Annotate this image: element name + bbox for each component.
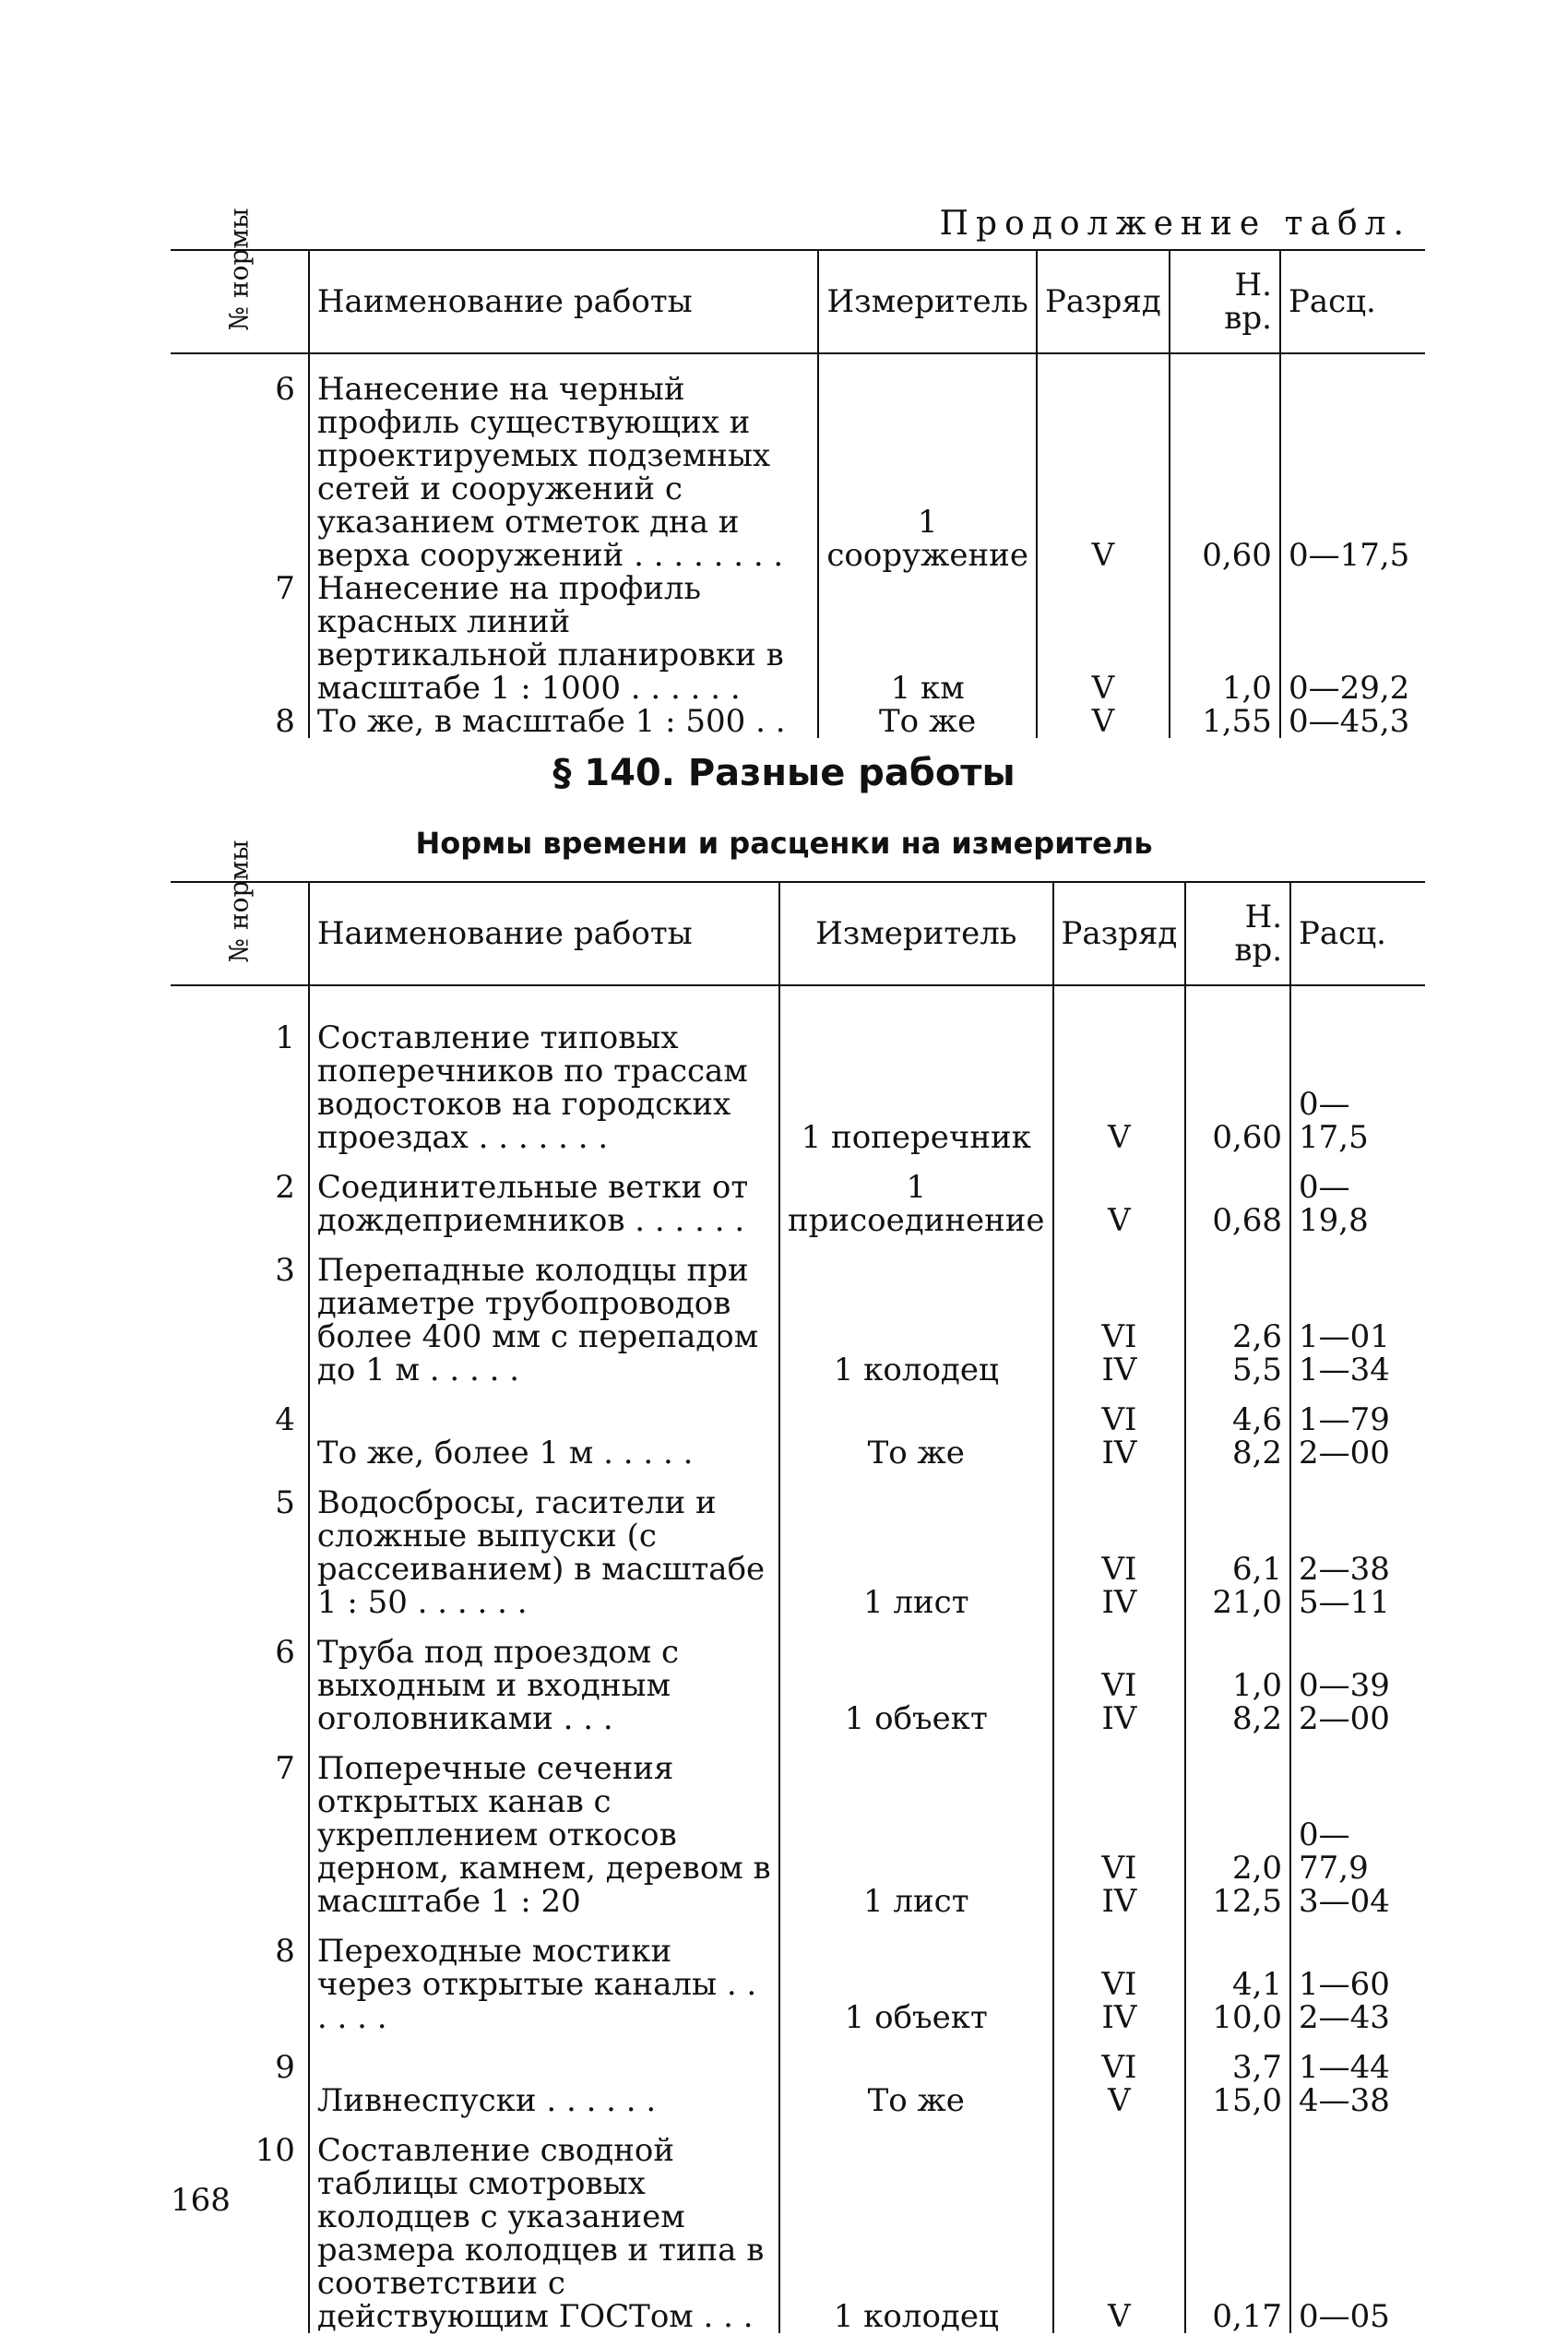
table-row (171, 2117, 1425, 2333)
header-measure: Измеритель (818, 250, 1037, 353)
measure-unit: То же (779, 2034, 1053, 2117)
time-norm: 4,6 8,2 (1185, 1387, 1290, 1470)
rate: 1—01 1—34 (1299, 1318, 1390, 1388)
measure-unit: 1 колодец (779, 2117, 1053, 2333)
rate: 0—17,5 (1299, 1086, 1369, 1156)
grade: VI IV (1053, 1619, 1186, 1735)
row-number: 8 (171, 1918, 309, 2034)
table-row (171, 1237, 1425, 1387)
header-grade: Разряд (1037, 250, 1170, 353)
measure-unit: 1 объект (779, 1918, 1053, 2034)
measure-unit: 1 колодец (779, 1237, 1053, 1387)
spacer-row (171, 353, 1425, 373)
rate: 0—19,8 (1299, 1169, 1369, 1239)
work-name: Нанесение на черный профиль существующих и проектируемых подземных сетей и сооружений с указанием отметок дна и верха сооружений . . . . . . . . (309, 373, 818, 572)
grade: VI IV (1053, 1387, 1186, 1470)
row-number: 9 (171, 2034, 309, 2117)
time-norm: 2,0 12,5 (1185, 1735, 1290, 1918)
work-name: Нанесение на профиль красных линий вертикальной планировки в масштабе 1 : 1000 . . . . . . (309, 572, 818, 705)
measure-unit: То же (818, 705, 1037, 738)
time-norm: 1,55 (1170, 705, 1280, 738)
work-name: Составление сводной таблицы смотровых колодцев с указанием размера колодцев и типа в соответствии с действующим ГОСТом . . . (309, 2117, 779, 2333)
grade: V (1037, 373, 1170, 572)
grade: V (1053, 2117, 1186, 2333)
work-name: Труба под проездом с выходным и входным оголовниками . . . (309, 1619, 779, 1735)
measure-unit: 1 лист (779, 1470, 1053, 1619)
header-name: Наименование работы (309, 250, 818, 353)
header-name: Наименование работы (309, 882, 779, 985)
time-norm: 6,1 21,0 (1185, 1470, 1290, 1619)
row-number: 4 (171, 1387, 309, 1470)
row-number: 6 (171, 373, 309, 572)
time-norm: 2,6 5,5 (1185, 1237, 1290, 1387)
rate: 0—05 (1299, 2298, 1390, 2335)
table-row (171, 1619, 1425, 1735)
table-header (171, 250, 1425, 353)
time-norm: 1,0 8,2 (1185, 1619, 1290, 1735)
grade: V (1053, 1005, 1186, 1154)
grade: VI IV (1053, 1470, 1186, 1619)
table-row (171, 1470, 1425, 1619)
time-norm: 0,60 (1170, 373, 1280, 572)
work-name: То же, более 1 м . . . . . (309, 1387, 779, 1470)
measure-unit: 1 объект (779, 1619, 1053, 1735)
section-subtitle: Нормы времени и расценки на измеритель (415, 826, 1153, 861)
row-number: 3 (171, 1237, 309, 1387)
grade: V (1053, 1154, 1186, 1237)
measure-unit: То же (779, 1387, 1053, 1470)
work-name: То же, в масштабе 1 : 500 . . (309, 705, 818, 738)
table-row (171, 2034, 1425, 2117)
header-measure: Измеритель (779, 882, 1053, 985)
page-number: 168 (171, 2182, 231, 2219)
row-number: 7 (171, 572, 309, 705)
rate: 0—17,5 (1288, 537, 1410, 574)
measure-unit: 1 лист (779, 1735, 1053, 1918)
rate: 0—77,9 3—04 (1299, 1817, 1390, 1920)
table-row (171, 1918, 1425, 2034)
grade: VI V (1053, 2034, 1186, 2117)
table-row (171, 373, 1425, 572)
time-norm: 3,7 15,0 (1185, 2034, 1290, 2117)
row-number: 6 (171, 1619, 309, 1735)
grade: V (1037, 705, 1170, 738)
rate: 0—29,2 (1288, 670, 1410, 707)
row-number: 5 (171, 1470, 309, 1619)
time-norm: 0,60 (1185, 1005, 1290, 1154)
table-row (171, 1005, 1425, 1154)
grade: VI IV (1053, 1237, 1186, 1387)
work-name: Составление типовых поперечников по трассам водостоков на городских проездах . . . . . . . (309, 1005, 779, 1154)
table-row (171, 572, 1425, 705)
rate: 1—44 4—38 (1299, 2049, 1390, 2119)
row-number: 8 (171, 705, 309, 738)
work-name: Перепадные колодцы при диаметре трубопроводов более 400 мм с перепадом до 1 м . . . . . (309, 1237, 779, 1387)
rate: 2—38 5—11 (1299, 1551, 1390, 1621)
row-number: 10 (171, 2117, 309, 2333)
header-time: Н. вр. (1170, 250, 1280, 353)
grade: VI IV (1053, 1918, 1186, 2034)
row-number: 7 (171, 1735, 309, 1918)
header-time: Н. вр. (1185, 882, 1290, 985)
rate: 0—39 2—00 (1299, 1667, 1390, 1737)
measure-unit: 1 присоединение (779, 1154, 1053, 1237)
header-rate: Расц. (1299, 915, 1386, 952)
time-norm: 4,1 10,0 (1185, 1918, 1290, 2034)
table-row (171, 1154, 1425, 1237)
section-title: § 140. Разные работы (552, 752, 1016, 794)
header-grade: Разряд (1053, 882, 1186, 985)
table-header (171, 882, 1425, 985)
table-row (171, 705, 1425, 738)
work-name: Переходные мостики через открытые каналы . . . . . . (309, 1918, 779, 2034)
header-rate: Расц. (1288, 283, 1376, 320)
grade: VI IV (1053, 1735, 1186, 1918)
spacer-row (171, 985, 1425, 1005)
measure-unit: 1 сооружение (818, 373, 1037, 572)
rate: 1—60 2—43 (1299, 1966, 1390, 2036)
work-name: Водосбросы, гасители и сложные выпуски (с рассеиванием) в масштабе 1 : 50 . . . . . . (309, 1470, 779, 1619)
header-no: № нормы (171, 882, 309, 985)
header-no: № нормы (171, 250, 309, 353)
time-norm: 0,17 (1185, 2117, 1290, 2333)
continuation-label: Продолжение табл. (939, 205, 1411, 243)
rate: 1—79 2—00 (1299, 1401, 1390, 1471)
row-number: 1 (171, 1005, 309, 1154)
row-number: 2 (171, 1154, 309, 1237)
work-name: Поперечные сечения открытых канав с укреплением откосов дерном, камнем, деревом в масштабе 1 : 20 (309, 1735, 779, 1918)
measure-unit: 1 поперечник (779, 1005, 1053, 1154)
rate: 0—45,3 (1288, 703, 1410, 740)
time-norm: 1,0 (1170, 572, 1280, 705)
work-name: Ливнеспуски . . . . . . (309, 2034, 779, 2117)
table-row (171, 1387, 1425, 1470)
table-row (171, 1735, 1425, 1918)
grade: V (1037, 572, 1170, 705)
measure-unit: 1 км (818, 572, 1037, 705)
time-norm: 0,68 (1185, 1154, 1290, 1237)
work-name: Соединительные ветки от дождеприемников . . . . . . (309, 1154, 779, 1237)
